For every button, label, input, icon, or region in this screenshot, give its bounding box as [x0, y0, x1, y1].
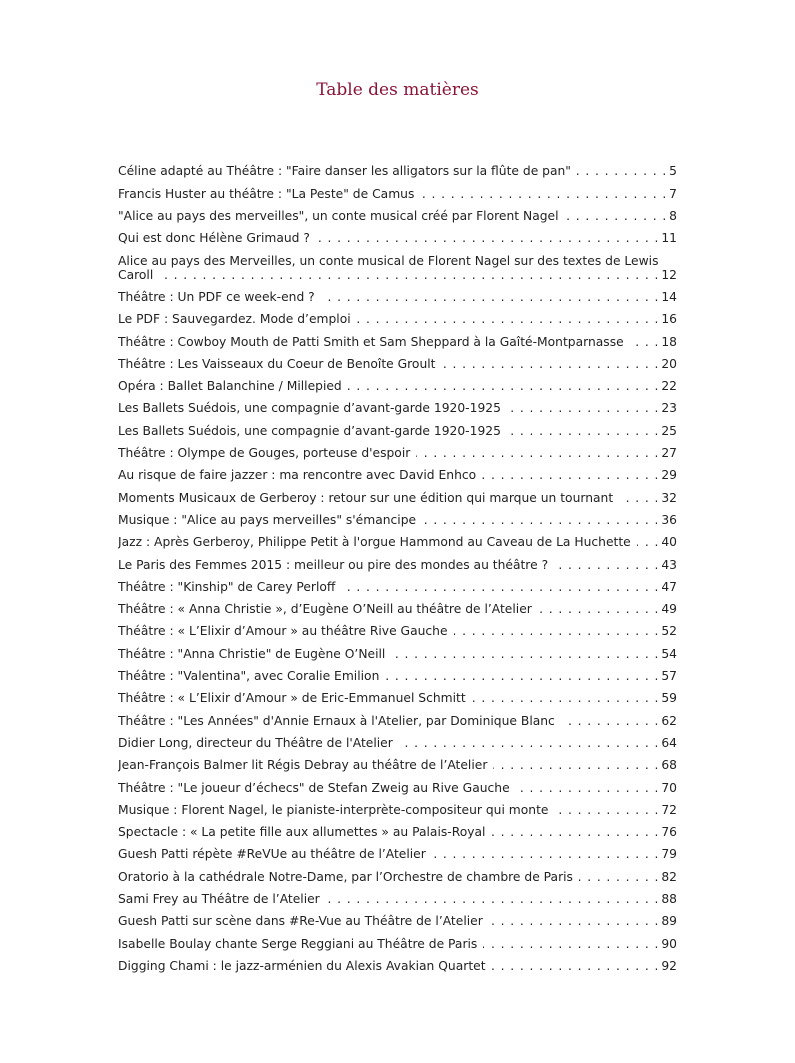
toc-entry[interactable] [118, 350, 677, 372]
toc-entry-page-number[interactable]: 11 [661, 231, 677, 246]
toc-entry-title[interactable]: Théâtre : "Anna Christie" de Eugène O’Neill [118, 647, 391, 661]
toc-entry-page-number[interactable]: 18 [661, 334, 677, 349]
toc-entry-leader [118, 847, 659, 861]
toc-entry-page-number[interactable]: 64 [661, 735, 677, 750]
toc-entry-leader [118, 602, 659, 616]
toc-entry-title[interactable]: Théâtre : « L’Elixir d’Amour » au théâtre Rive Gauche [118, 624, 454, 638]
toc-entry-page-number[interactable]: 27 [661, 446, 677, 461]
toc-entry[interactable] [118, 706, 677, 728]
toc-entry-leader [118, 647, 659, 661]
toc-entry-leader [118, 669, 659, 683]
toc-entry-leader [118, 164, 667, 178]
toc-entry-leader [118, 254, 659, 282]
toc-entry[interactable] [118, 483, 677, 505]
toc-entry-page-number[interactable]: 22 [661, 379, 677, 394]
toc-entry-title[interactable]: Sami Frey au Théâtre de l’Atelier [118, 892, 326, 906]
toc-entry-page-number[interactable]: 92 [661, 958, 677, 973]
toc-entry-title[interactable]: Didier Long, directeur du Théâtre de l'Atelier [118, 736, 399, 750]
toc-entry-page-number[interactable]: 76 [661, 825, 677, 840]
toc-entry-page-number[interactable]: 90 [661, 936, 677, 951]
toc-entry-page-number[interactable]: 62 [661, 713, 677, 728]
toc-entry-page-number[interactable]: 14 [661, 289, 677, 304]
toc-entry[interactable] [118, 840, 677, 862]
toc-entry[interactable] [118, 372, 677, 394]
toc-entry-title[interactable]: Au risque de faire jazzer : ma rencontre avec David Enhco [118, 468, 482, 482]
toc-entry-title[interactable]: Jazz : Après Gerberoy, Philippe Petit à l'orgue Hammond au Caveau de La Huchette [118, 535, 637, 549]
toc-entry[interactable] [118, 773, 677, 795]
toc-entry-page-number[interactable]: 25 [661, 423, 677, 438]
toc-entry[interactable] [118, 952, 677, 974]
toc-entry-leader [118, 491, 659, 505]
toc-entry[interactable] [118, 305, 677, 327]
toc-entry-page-number[interactable]: 47 [661, 579, 677, 594]
toc-entry-title[interactable]: Isabelle Boulay chante Serge Reggiani au Théâtre de Paris [118, 937, 483, 951]
toc-entry[interactable] [118, 929, 677, 951]
toc-entry-leader [118, 803, 659, 817]
toc-entry[interactable] [118, 179, 677, 201]
toc-entry-title[interactable]: Opéra : Ballet Balanchine / Millepied [118, 379, 348, 393]
toc-entry[interactable] [118, 684, 677, 706]
toc-entry-leader [118, 290, 659, 304]
toc-entry[interactable] [118, 550, 677, 572]
toc-entry-page-number[interactable]: 43 [661, 557, 677, 572]
toc-entry-leader [118, 714, 659, 728]
toc-entry-leader [118, 357, 659, 371]
toc-entry-title[interactable]: Les Ballets Suédois, une compagnie d’avant-garde 1920-1925 [118, 424, 507, 438]
toc-entry[interactable] [118, 729, 677, 751]
toc-entry[interactable] [118, 283, 677, 305]
toc-entry[interactable] [118, 639, 677, 661]
toc-entry-title[interactable]: Alice au pays des Merveilles, un conte musical de Florent Nagel sur des textes de Lewis Caroll [118, 253, 659, 282]
table-of-contents [118, 157, 677, 974]
toc-entry-page-number[interactable]: 52 [661, 624, 677, 639]
toc-entry-page-number[interactable]: 36 [661, 512, 677, 527]
toc-entry[interactable] [118, 907, 677, 929]
toc-entry-title[interactable]: Théâtre : Un PDF ce week-end ? [118, 290, 321, 304]
toc-entry-title[interactable]: Céline adapté au Théâtre : "Faire danser les alligators sur la flûte de pan" [118, 164, 577, 178]
toc-entry-title[interactable]: Les Ballets Suédois, une compagnie d’avant-garde 1920-1925 [118, 401, 507, 415]
toc-entry-title[interactable]: Jean-François Balmer lit Régis Debray au théâtre de l’Atelier [118, 758, 493, 772]
toc-entry-leader [118, 209, 667, 223]
toc-entry[interactable] [118, 246, 677, 283]
toc-entry-page-number[interactable]: 79 [661, 847, 677, 862]
toc-entry[interactable] [118, 327, 677, 349]
toc-entry[interactable] [118, 595, 677, 617]
toc-entry-leader [118, 736, 659, 750]
toc-entry-title[interactable]: Théâtre : « L’Elixir d’Amour » de Eric-Emmanuel Schmitt [118, 691, 472, 705]
toc-entry-page-number[interactable]: 7 [669, 186, 677, 201]
toc-entry-leader [118, 825, 659, 839]
toc-entry[interactable] [118, 617, 677, 639]
toc-entry-page-number[interactable]: 20 [661, 356, 677, 371]
toc-entry-leader [118, 914, 659, 928]
toc-entry-title[interactable]: Musique : Florent Nagel, le pianiste-interprète-compositeur qui monte [118, 803, 554, 817]
toc-entry[interactable] [118, 439, 677, 461]
toc-entry-title[interactable]: Guesh Patti sur scène dans #Re-Vue au Théâtre de l’Atelier [118, 914, 489, 928]
toc-entry-page-number[interactable]: 70 [661, 780, 677, 795]
toc-entry-page-number[interactable]: 32 [661, 490, 677, 505]
toc-entry-page-number[interactable]: 72 [661, 802, 677, 817]
toc-entry-leader [118, 580, 659, 594]
toc-entry-leader [118, 513, 659, 527]
toc-entry-leader [118, 758, 659, 772]
toc-entry-title[interactable]: Oratorio à la cathédrale Notre-Dame, par l’Orchestre de chambre de Paris [118, 870, 579, 884]
toc-entry-page-number[interactable]: 16 [661, 312, 677, 327]
toc-entry-page-number[interactable]: 12 [661, 267, 677, 282]
toc-entry-title[interactable]: Théâtre : "Valentina", avec Coralie Emilion [118, 669, 385, 683]
toc-entry-leader [118, 870, 659, 884]
toc-entry-title[interactable]: Théâtre : Les Vaisseaux du Coeur de Benoîte Groult [118, 357, 441, 371]
toc-entry-title[interactable]: Théâtre : « Anna Christie », d’Eugène O’Neill au théâtre de l’Atelier [118, 602, 538, 616]
toc-entry-page-number[interactable]: 68 [661, 758, 677, 773]
toc-entry-page-number[interactable]: 23 [661, 401, 677, 416]
toc-entry-title[interactable]: Le PDF : Sauvegardez. Mode d’emploi [118, 312, 357, 326]
toc-entry-page-number[interactable]: 82 [661, 869, 677, 884]
toc-entry-leader [118, 401, 659, 415]
toc-entry[interactable] [118, 202, 677, 224]
toc-entry-title[interactable]: Digging Chami : le jazz-arménien du Alexis Avakian Quartet [118, 959, 492, 973]
toc-entry-page-number[interactable]: 89 [661, 914, 677, 929]
toc-entry[interactable] [118, 862, 677, 884]
toc-entry[interactable] [118, 506, 677, 528]
toc-entry-leader [118, 379, 659, 393]
toc-entry-page-number[interactable]: 54 [661, 646, 677, 661]
toc-entry-leader [118, 892, 659, 906]
toc-entry[interactable] [118, 818, 677, 840]
toc-entry-title[interactable]: Théâtre : "Les Années" d'Annie Ernaux à l'Atelier, par Dominique Blanc [118, 714, 561, 728]
toc-entry[interactable] [118, 573, 677, 595]
toc-entry-page-number[interactable]: 59 [661, 691, 677, 706]
page-title: Table des matières [316, 80, 479, 100]
toc-entry-title[interactable]: Musique : "Alice au pays merveilles" s'émancipe [118, 513, 422, 527]
toc-entry-page-number[interactable]: 29 [661, 468, 677, 483]
toc-entry-title[interactable]: Théâtre : "Kinship" de Carey Perloff [118, 580, 341, 594]
toc-entry-leader [118, 468, 659, 482]
toc-entry-leader [118, 424, 659, 438]
toc-entry-title[interactable]: "Alice au pays des merveilles", un conte musical créé par Florent Nagel [118, 209, 565, 223]
toc-entry-leader [118, 335, 659, 349]
toc-entry[interactable] [118, 751, 677, 773]
toc-entry-page-number[interactable]: 57 [661, 669, 677, 684]
toc-entry-leader [118, 558, 659, 572]
toc-entry[interactable] [118, 528, 677, 550]
toc-entry-leader [118, 231, 659, 245]
toc-entry[interactable] [118, 394, 677, 416]
toc-entry-title[interactable]: Le Paris des Femmes 2015 : meilleur ou pire des mondes au théâtre ? [118, 558, 554, 572]
toc-entry-leader [118, 624, 659, 638]
toc-entry-page-number[interactable]: 49 [661, 602, 677, 617]
toc-entry-title[interactable]: Théâtre : Cowboy Mouth de Patti Smith et Sam Sheppard à la Gaîté-Montparnasse [118, 335, 630, 349]
toc-entry-leader [118, 535, 659, 549]
toc-entry-leader [118, 312, 659, 326]
toc-entry-title[interactable]: Qui est donc Hélène Grimaud ? [118, 231, 316, 245]
toc-entry-title[interactable]: Spectacle : « La petite fille aux allumettes » au Palais-Royal [118, 825, 491, 839]
toc-entry-page-number[interactable]: 8 [669, 208, 677, 223]
toc-entry[interactable] [118, 224, 677, 246]
toc-entry[interactable] [118, 416, 677, 438]
toc-entry-leader [118, 187, 667, 201]
toc-entry-page-number[interactable]: 40 [661, 535, 677, 550]
toc-entry-title[interactable]: Théâtre : "Le joueur d’échecs" de Stefan Zweig au Rive Gauche [118, 781, 516, 795]
toc-entry-title[interactable]: Théâtre : Olympe de Gouges, porteuse d'espoir [118, 446, 416, 460]
toc-entry[interactable] [118, 461, 677, 483]
toc-entry-leader [118, 446, 659, 460]
toc-entry-leader [118, 781, 659, 795]
toc-entry[interactable] [118, 885, 677, 907]
toc-entry-page-number[interactable]: 88 [661, 892, 677, 906]
toc-entry-leader [118, 959, 659, 973]
toc-entry-title[interactable]: Guesh Patti répète #ReVUe au théâtre de l’Atelier [118, 847, 432, 861]
toc-entry[interactable] [118, 796, 677, 818]
toc-entry[interactable] [118, 662, 677, 684]
toc-entry-title[interactable]: Moments Musicaux de Gerberoy : retour sur une édition qui marque un tournant [118, 491, 619, 505]
toc-entry[interactable] [118, 157, 677, 179]
toc-entry-title[interactable]: Francis Huster au théâtre : "La Peste" de Camus [118, 187, 420, 201]
toc-entry-leader [118, 691, 659, 705]
toc-entry-leader [118, 937, 659, 951]
toc-entry-page-number[interactable]: 5 [669, 164, 677, 179]
